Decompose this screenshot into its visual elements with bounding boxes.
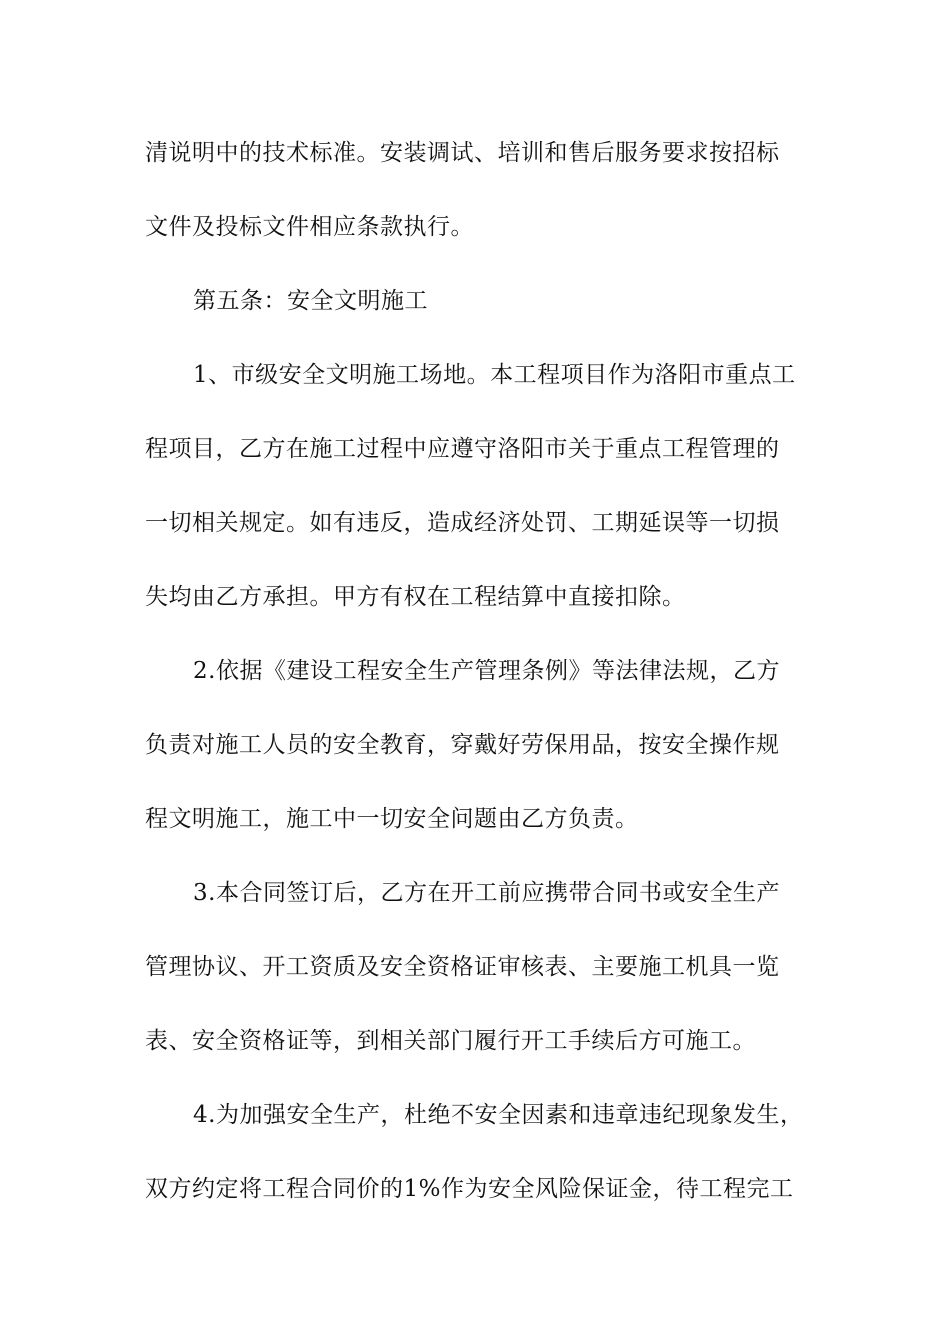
- text-line-13: 表、安全资格证等，到相关部门履行开工手续后方可施工。: [145, 1028, 756, 1054]
- section-heading-article-5: 第五条：安全文明施工: [193, 288, 428, 314]
- text-line-6: 一切相关规定。如有违反，造成经济处罚、工期延误等一切损: [145, 510, 780, 536]
- text-line-15: 双方约定将工程合同价的1%作为安全风险保证金，待工程完工: [145, 1176, 794, 1202]
- text-line-9: 负责对施工人员的安全教育，穿戴好劳保用品，按安全操作规: [145, 732, 780, 758]
- text-line-7: 失均由乙方承担。甲方有权在工程结算中直接扣除。: [145, 584, 686, 610]
- text-line-12: 管理协议、开工资质及安全资格证审核表、主要施工机具一览: [145, 954, 780, 980]
- text-line-10: 程文明施工，施工中一切安全问题由乙方负责。: [145, 806, 639, 832]
- text-line-14: 4.为加强安全生产，杜绝不安全因素和违章违纪现象发生，: [193, 1102, 804, 1128]
- text-line-1: 清说明中的技术标准。安装调试、培训和售后服务要求按招标: [145, 140, 780, 166]
- text-line-4: 1、市级安全文明施工场地。本工程项目作为洛阳市重点工: [193, 362, 796, 388]
- text-line-5: 程项目，乙方在施工过程中应遵守洛阳市关于重点工程管理的: [145, 436, 780, 462]
- text-line-11: 3.本合同签订后，乙方在开工前应携带合同书或安全生产: [193, 880, 780, 906]
- text-line-2: 文件及投标文件相应条款执行。: [145, 214, 474, 240]
- text-line-8: 2.依据《建设工程安全生产管理条例》等法律法规，乙方: [193, 658, 780, 684]
- document-body: [145, 126, 825, 1236]
